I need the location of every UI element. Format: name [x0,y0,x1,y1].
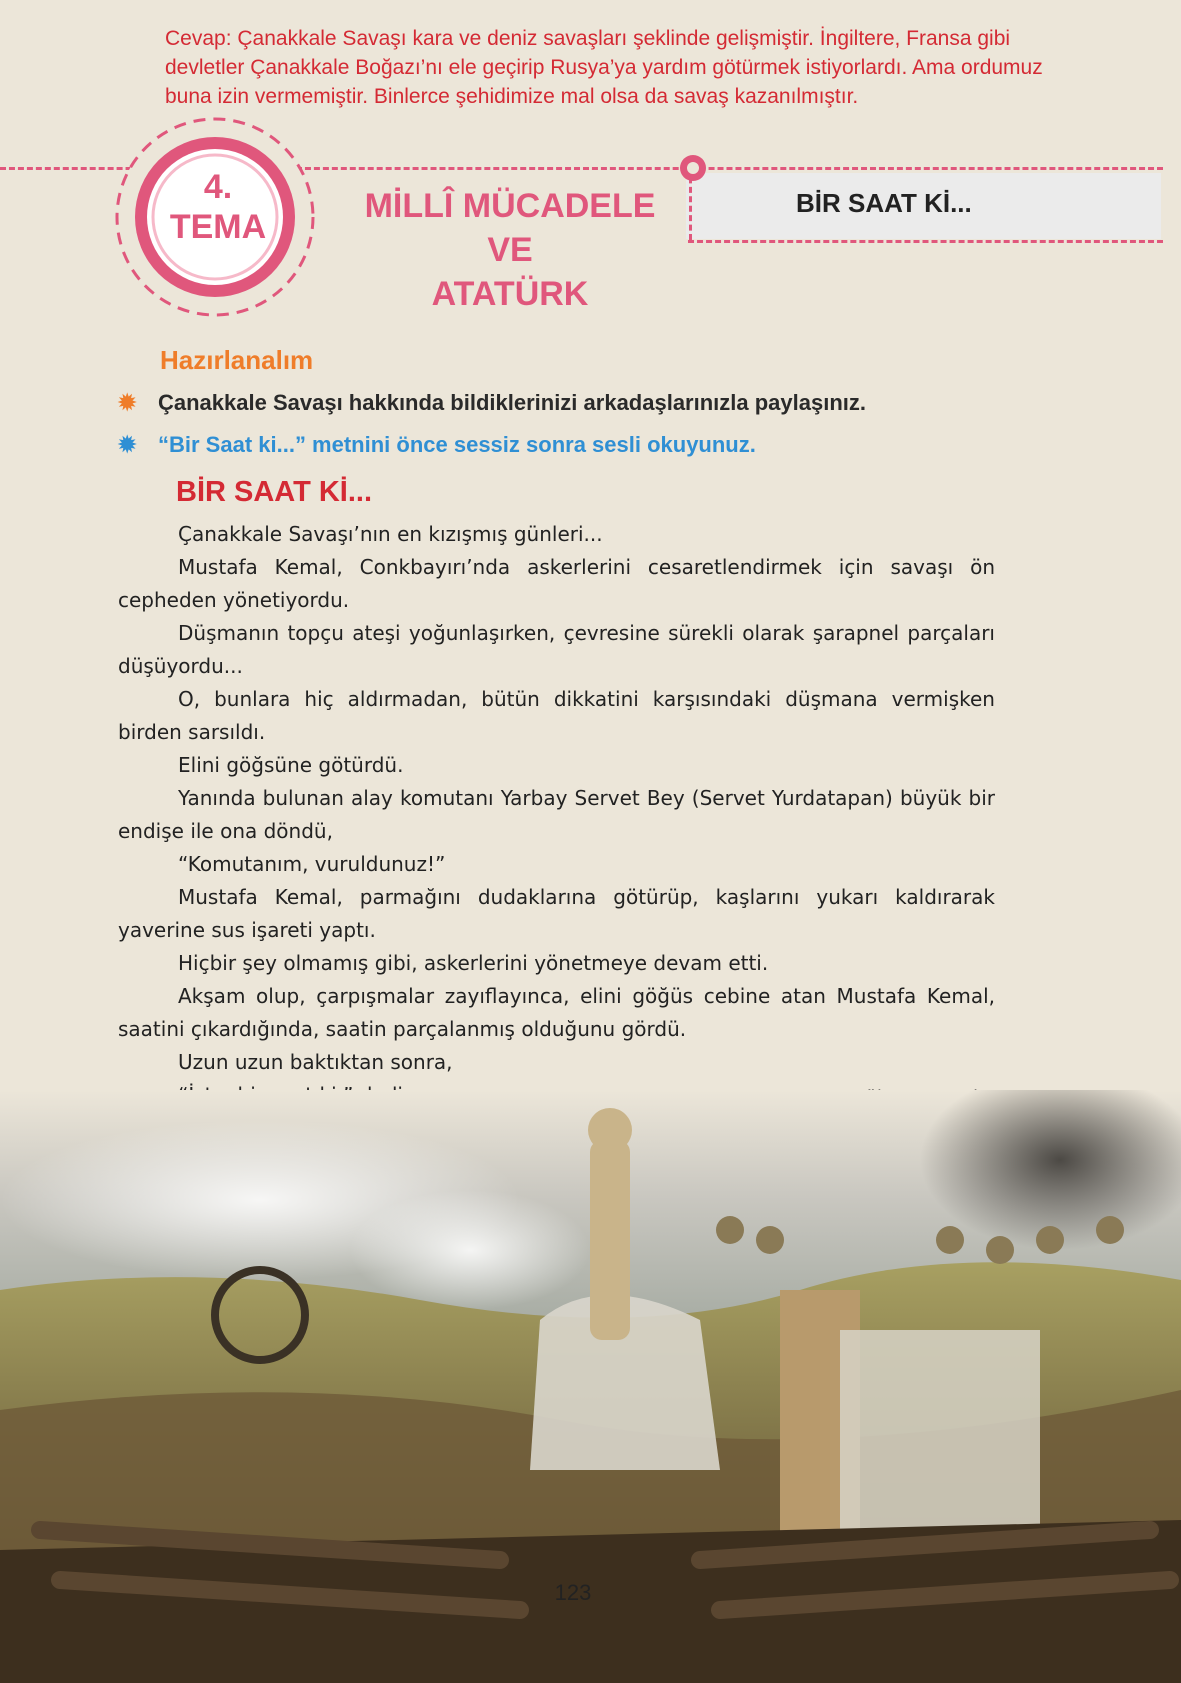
title-box-border-bottom [688,240,1163,243]
theme-word: TEMA [169,208,267,246]
story-paragraph: Çanakkale Savaşı’nın en kızışmış günleri... [178,522,603,546]
theme-title-line: MİLLÎ MÜCADELE VE [364,187,656,269]
instruction-2 [118,432,756,458]
blue-star-icon: ✹ [118,432,137,457]
story-body [118,518,995,1112]
story-paragraph: Mustafa Kemal, Conkbayırı’nda askerlerini cesaretlendirmek için savaşı ön cepheden yönetiyordu. [118,555,995,612]
theme-title-line: ATATÜRK [431,275,589,313]
story-paragraph: Akşam olup, çarpışmalar zayıflayınca, elini göğüs cebine atan Mustafa Kemal, saatini çıkardığında, saatin parçalanmış olduğunu gördü. [118,984,995,1041]
theme-number: 4. [203,168,233,206]
page-number: 123 [554,1580,592,1605]
story-paragraph: Hiçbir şey olmamış gibi, askerlerini yönetmeye devam etti. [178,951,769,975]
section-title: BİR SAAT Kİ... [796,188,972,218]
story-paragraph: Yanında bulunan alay komutanı Yarbay Servet Bey (Servet Yurdatapan) büyük bir endişe ile ona döndü, [118,786,995,843]
answer-line: devletler Çanakkale Boğazı’nı ele geçirip Rusya’ya yardım götürmek istiyorlardı. Ama ordumuz [165,56,1043,79]
answer-line: buna izin vermemiştir. Binlerce şehidimize mal olsa da savaş kazanılmıştır. [165,85,859,108]
story-title: BİR SAAT Kİ... [176,476,373,508]
orange-star-icon: ✹ [118,390,137,415]
story-paragraph: “Komutanım, vuruldunuz!” [178,852,446,876]
story-paragraph: Düşmanın topçu ateşi yoğunlaşırken, çevresine sürekli olarak şarapnel parçaları düşüyordu... [118,621,995,678]
answer-line: Cevap: Çanakkale Savaşı kara ve deniz savaşları şeklinde gelişmiştir. İngiltere, Fransa gibi [165,27,1011,50]
pin-icon [680,155,706,181]
instruction-1 [118,390,866,416]
story-paragraph: Mustafa Kemal, parmağını dudaklarına götürüp, kaşlarını yukarı kaldırarak yaverine sus işareti yaptı. [118,885,995,942]
instruction-1-text: Çanakkale Savaşı hakkında bildiklerinizi arkadaşlarınızla paylaşınız. [158,390,867,415]
story-paragraph: O, bunlara hiç aldırmadan, bütün dikkatini karşısındaki düşmana vermişken birden sarsıldı. [118,687,995,744]
answer-text [165,24,1115,111]
prep-heading: Hazırlanalım [160,345,314,375]
instruction-2-text: “Bir Saat ki...” metnini önce sessiz sonra sesli okuyunuz. [158,432,756,457]
theme-title [345,184,675,316]
story-paragraph: Uzun uzun baktıktan sonra, [178,1050,453,1074]
story-paragraph: Elini göğsüne götürdü. [178,753,404,777]
